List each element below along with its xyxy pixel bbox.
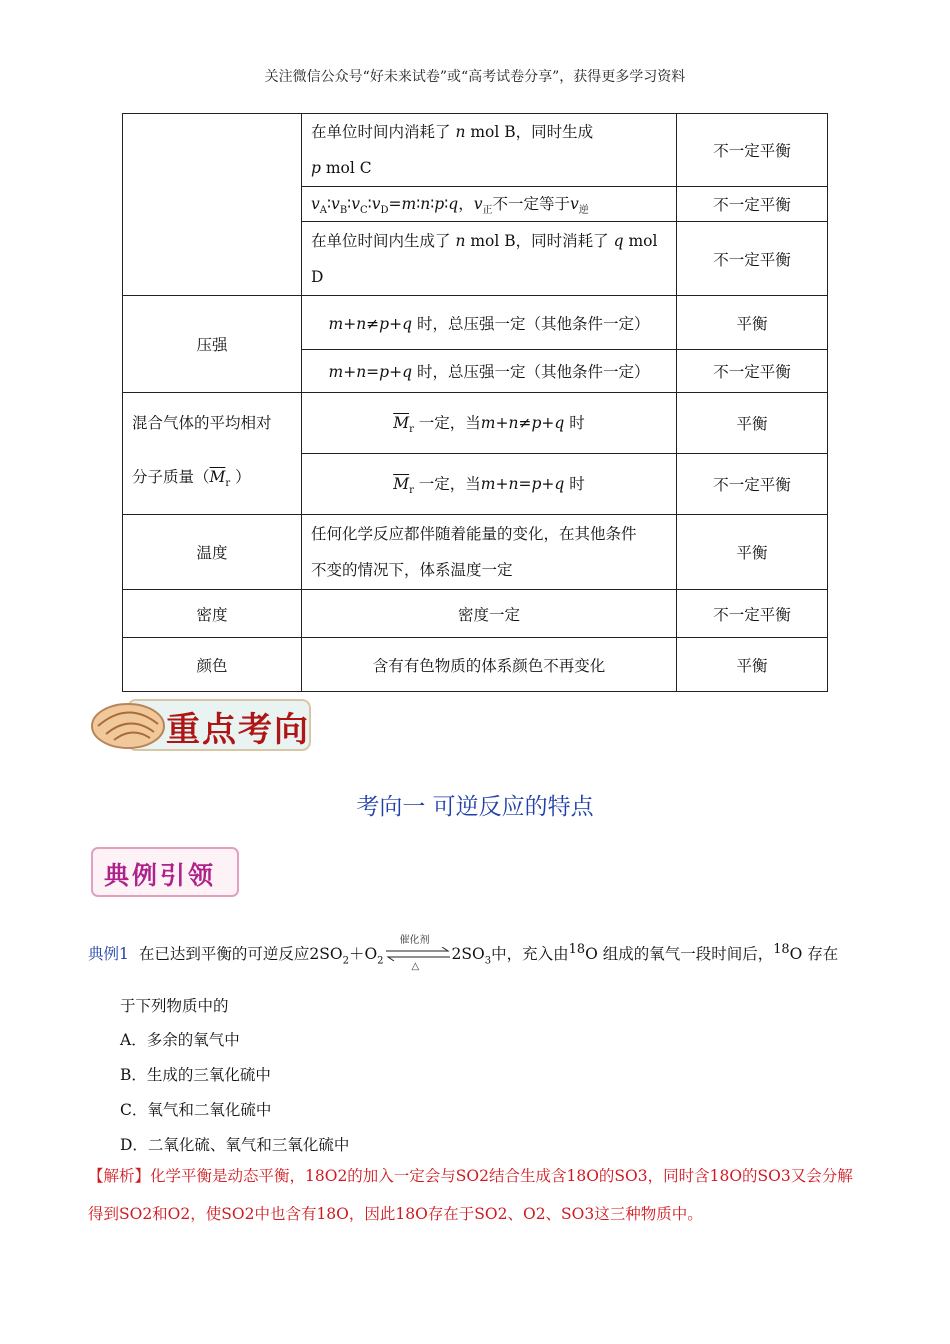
table-cell-result: 不一定平衡 — [677, 222, 828, 296]
table-cell-category: 混合气体的平均相对 分子质量（$\overline{M}_r$ ） — [123, 393, 302, 515]
reversible-arrow-icon: 催化剂 △ — [384, 945, 452, 965]
table-cell-result: 平衡 — [677, 638, 828, 692]
table-cell-result: 不一定平衡 — [677, 187, 828, 222]
option-d: D．二氧化硫、氧气和三氧化硫中 — [120, 1136, 350, 1154]
table-row — [123, 114, 828, 187]
key-points-banner — [88, 694, 314, 756]
table-row — [123, 296, 828, 350]
table-cell-condition: 任何化学反应都伴随着能量的变化，在其他条件 不变的情况下，体系温度一定 — [302, 515, 677, 590]
table-cell-result: 不一定平衡 — [677, 350, 828, 393]
table-cell-condition: 密度一定 — [302, 590, 677, 638]
table-row — [123, 638, 828, 692]
table-cell-condition: 含有有色物质的体系颜色不再变化 — [302, 638, 677, 692]
equilibrium-condition-table — [122, 113, 828, 692]
table-row — [123, 393, 828, 454]
question-line: 典例1 在已达到平衡的可逆反应$2SO_2+O_2$ 催化剂 △ $2SO_3$中，充入由$^{18}$O 组成的氧气一段时间后，$^{18}$O 存在 — [88, 935, 839, 973]
option-a: A．多余的氧气中 — [120, 1031, 240, 1049]
table-cell-condition: $\overline{M}_r$ 一定，当m+n≠p+q 时 — [302, 393, 677, 454]
table-cell-category: 颜色 — [123, 638, 302, 692]
table-cell-condition: 在单位时间内消耗了 n mol B，同时生成 p mol C — [302, 114, 677, 187]
analysis — [88, 1157, 868, 1233]
table-cell-result: 不一定平衡 — [677, 454, 828, 515]
section-title: 考向一 可逆反应的特点 — [356, 794, 594, 820]
table-cell-category: 温度 — [123, 515, 302, 590]
table-cell-category: 密度 — [123, 590, 302, 638]
table-cell-condition: 在单位时间内生成了 n mol B，同时消耗了 q mol D — [302, 222, 677, 296]
badge-title: 典例引领 — [104, 861, 217, 890]
table-cell-condition: $v_A∶v_B∶v_C∶v_D=m∶n∶p∶q$，$v_正$不一定等于$v_逆$ — [302, 187, 677, 222]
table-cell-result: 平衡 — [677, 515, 828, 590]
table-row — [123, 515, 828, 590]
header-note: 关注微信公众号“好未来试卷”或“高考试卷分享”，获得更多学习资料 — [264, 69, 686, 85]
table-cell-result: 平衡 — [677, 393, 828, 454]
table-cell-condition: m+n=p+q 时，总压强一定（其他条件一定） — [302, 350, 677, 393]
table-cell-result: 平衡 — [677, 296, 828, 350]
option-b: B．生成的三氧化硫中 — [120, 1066, 271, 1084]
option-c: C．氧气和二氧化硫中 — [120, 1101, 272, 1119]
banner-title: 重点考向 — [166, 710, 310, 750]
table-cell-category: 压强 — [123, 296, 302, 393]
question-label: 典例1 — [88, 945, 129, 964]
example-badge — [90, 844, 242, 900]
table-cell-condition: $\overline{M}_r$ 一定，当m+n=p+q 时 — [302, 454, 677, 515]
table-row — [123, 590, 828, 638]
analysis-text: 化学平衡是动态平衡，18O2的加入一定会与SO2结合生成含18O的SO3，同时含18O的SO3又会分解得到SO2和O2，使SO2中也含有18O，因此18O存在于SO2、O2、SO3这三种物质中。 — [88, 1167, 853, 1223]
table-cell-result: 不一定平衡 — [677, 114, 828, 187]
table-cell-condition: m+n≠p+q 时，总压强一定（其他条件一定） — [302, 296, 677, 350]
table-cell-category — [123, 114, 302, 296]
question-line: 于下列物质中的 — [120, 997, 229, 1015]
table-cell-result: 不一定平衡 — [677, 590, 828, 638]
analysis-label: 【解析】 — [88, 1167, 151, 1185]
